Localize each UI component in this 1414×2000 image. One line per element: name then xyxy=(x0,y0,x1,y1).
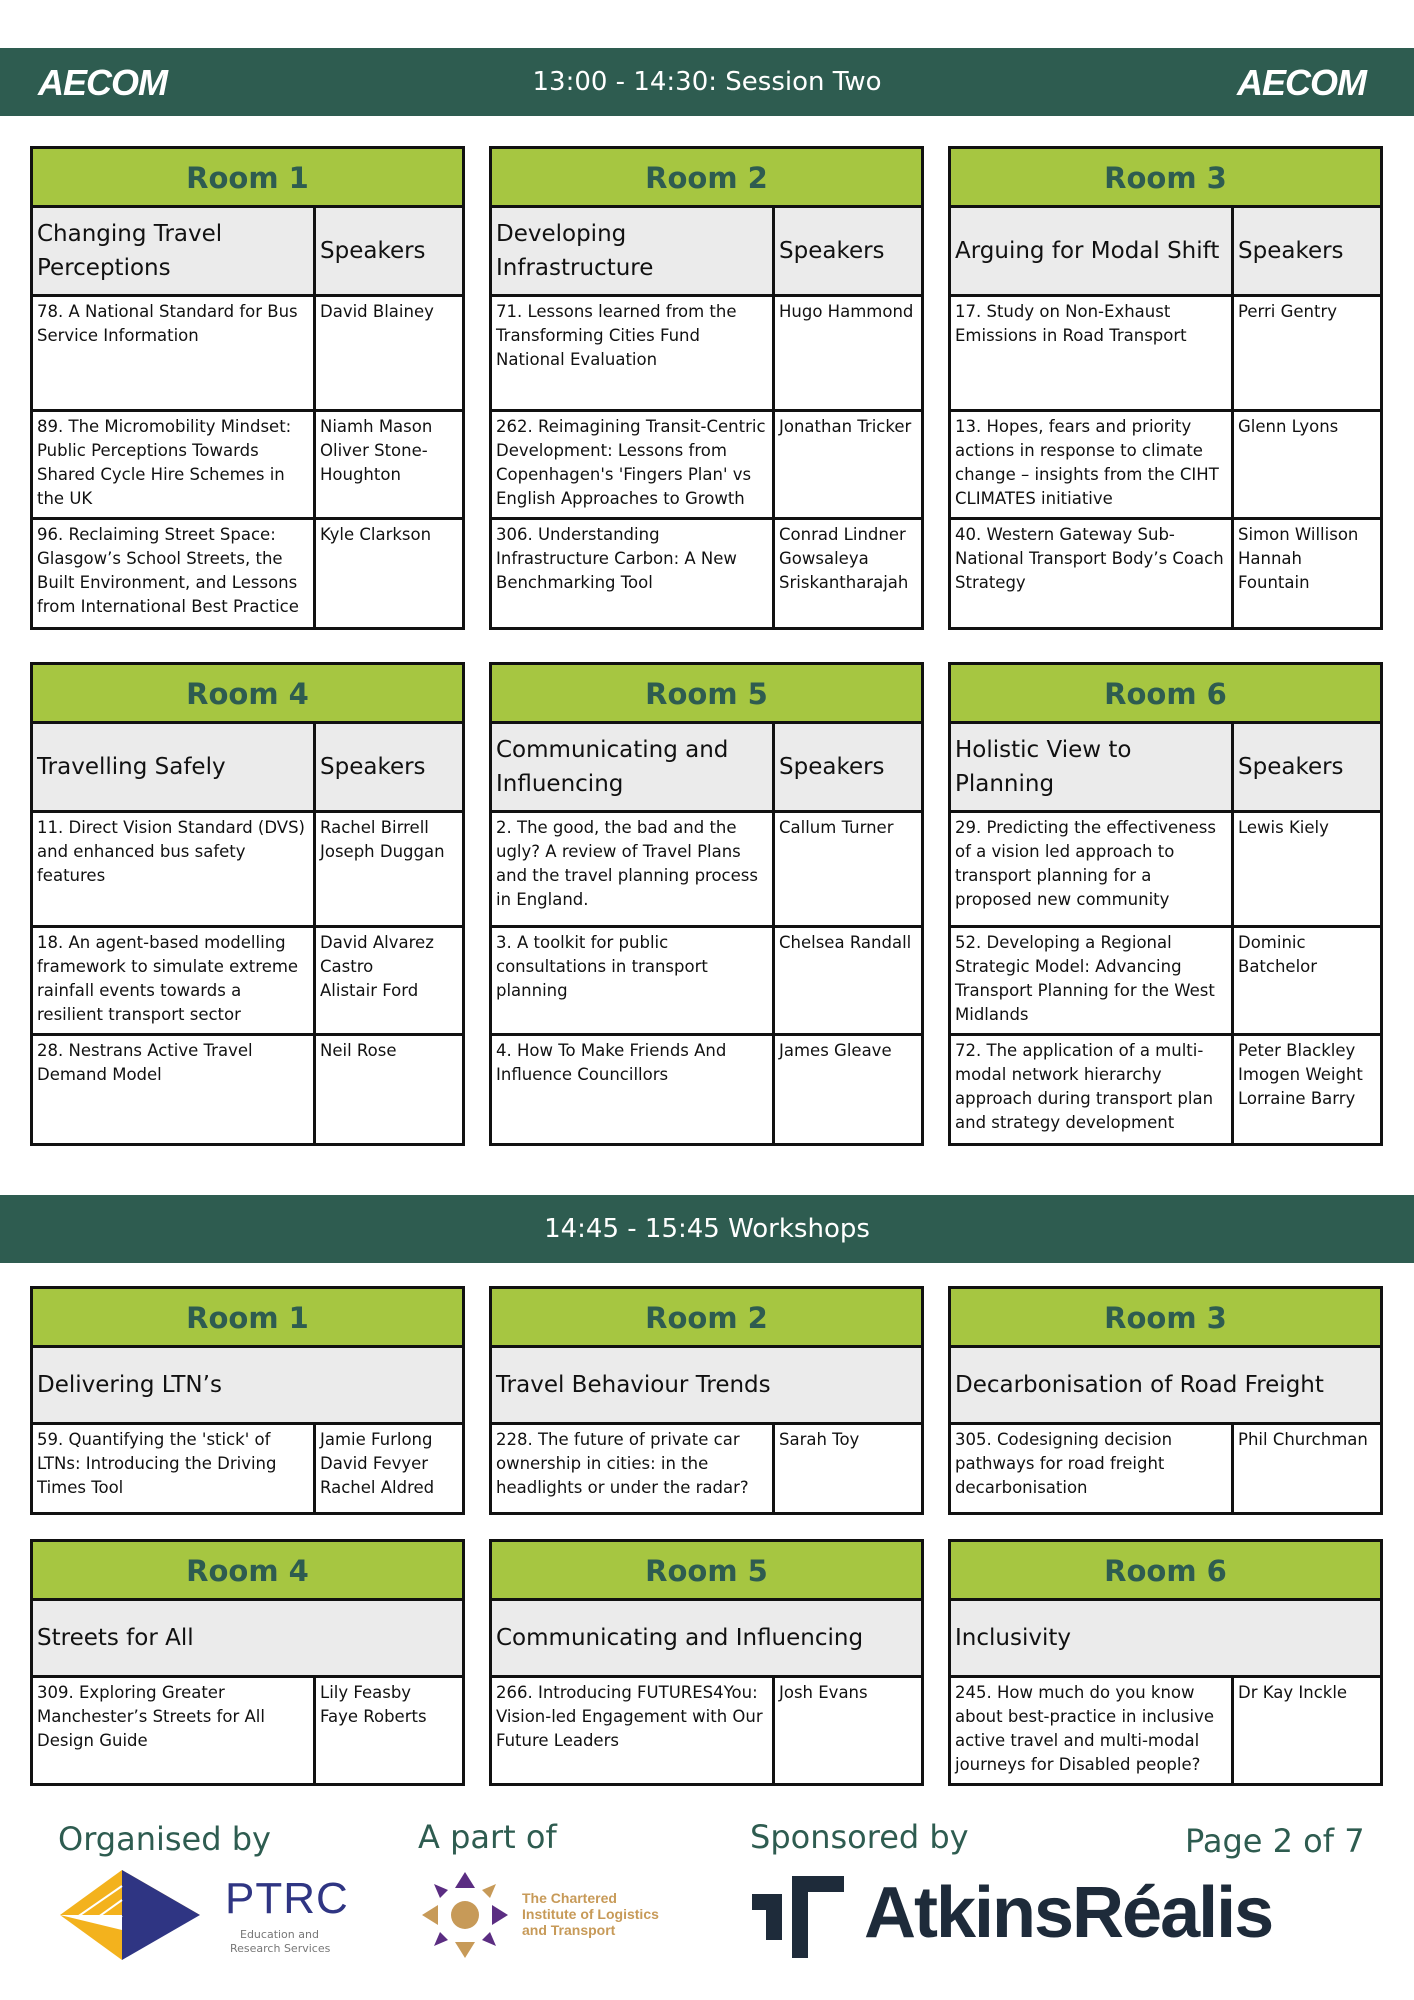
talk-row xyxy=(33,813,462,928)
talk-title: 2. The good, the bad and the ugly? A review of Travel Plans and the travel planning process in England. xyxy=(492,813,775,925)
cilt-name-line-1: The Chartered xyxy=(522,1890,617,1906)
talk-speakers: Jamie Furlong David Fevyer Rachel Aldred xyxy=(320,1430,435,1497)
talk-speakers: Peter Blackley Imogen Weight Lorraine Barry xyxy=(1238,1041,1363,1108)
room-theme: Communicating and Influencing xyxy=(492,724,775,810)
talk-speakers: Phil Churchman xyxy=(1238,1430,1368,1449)
talk-speakers: Chelsea Randall xyxy=(779,933,912,952)
talk-title: 52. Developing a Regional Strategic Model: Advancing Transport Planning for the West Midlands xyxy=(951,928,1234,1033)
atkinsrealis-logo xyxy=(752,1868,1372,1964)
talk-speakers: Perri Gentry xyxy=(1238,302,1338,321)
talk-row xyxy=(951,813,1380,928)
talk-row xyxy=(492,813,921,928)
talk-title: 89. The Micromobility Mindset: Public Perceptions Towards Shared Cycle Hire Schemes in the UK xyxy=(33,412,316,517)
theme-header xyxy=(492,724,921,813)
talk-row xyxy=(492,1678,921,1783)
speakers-label: Speakers xyxy=(1238,754,1344,780)
room-name: Room 3 xyxy=(951,149,1380,208)
talk-row xyxy=(951,928,1380,1036)
talk-row xyxy=(492,412,921,520)
room-name: Room 4 xyxy=(33,665,462,724)
room-name: Room 5 xyxy=(492,665,921,724)
room-theme: Holistic View to Planning xyxy=(951,724,1234,810)
talk-title: 305. Codesigning decision pathways for road freight decarbonisation xyxy=(951,1425,1234,1512)
talk-row xyxy=(33,1425,462,1512)
talk-row xyxy=(951,1425,1380,1512)
talk-speakers: Conrad Lindner Gowsaleya Sriskantharajah xyxy=(779,525,909,592)
talk-speakers: Glenn Lyons xyxy=(1238,417,1339,436)
cilt-name-line-2: Institute of Logistics xyxy=(522,1906,659,1922)
talk-title: 266. Introducing FUTURES4You: Vision-led Engagement with Our Future Leaders xyxy=(492,1678,775,1783)
talk-speakers: Callum Turner xyxy=(779,818,894,837)
workshops-title: 14:45 - 15:45 Workshops xyxy=(544,1214,870,1244)
talk-title: 71. Lessons learned from the Transforming Cities Fund National Evaluation xyxy=(492,297,775,409)
talk-row xyxy=(492,928,921,1036)
theme-header xyxy=(33,1348,462,1425)
workshop-room-5 xyxy=(489,1539,924,1786)
theme-header xyxy=(951,208,1380,297)
talk-speakers: Lewis Kiely xyxy=(1238,818,1329,837)
theme-header xyxy=(492,1348,921,1425)
talk-speakers: Dr Kay Inckle xyxy=(1238,1683,1348,1702)
talk-row xyxy=(33,297,462,412)
theme-header xyxy=(33,208,462,297)
talk-row xyxy=(33,1036,462,1143)
talk-speakers: Jonathan Tricker xyxy=(779,417,912,436)
talk-row xyxy=(951,1036,1380,1143)
room-name: Room 6 xyxy=(951,1542,1380,1601)
talk-title: 262. Reimagining Transit-Centric Development: Lessons from Copenhagen's 'Fingers Plan' vs English Approaches to Growth xyxy=(492,412,775,517)
aecom-logo-left: AECOM xyxy=(38,62,167,103)
room-name: Room 1 xyxy=(33,1289,462,1348)
speakers-label: Speakers xyxy=(779,238,885,264)
room-name: Room 3 xyxy=(951,1289,1380,1348)
talk-title: 13. Hopes, fears and priority actions in response to climate change – insights from the CIHT CLIMATES initiative xyxy=(951,412,1234,517)
atkinsrealis-wordmark: AtkinsRéalis xyxy=(864,1873,1273,1953)
talk-speakers: Sarah Toy xyxy=(779,1430,860,1449)
session-room-6 xyxy=(948,662,1383,1146)
workshop-room-3 xyxy=(948,1286,1383,1515)
talk-title: 228. The future of private car ownership in cities: in the headlights or under the radar? xyxy=(492,1425,775,1512)
talk-speakers: Simon Willison Hannah Fountain xyxy=(1238,525,1359,592)
talk-row xyxy=(33,520,462,627)
talk-row xyxy=(33,412,462,520)
talk-title: 18. An agent-based modelling framework to simulate extreme rainfall events towards a resilient transport sector xyxy=(33,928,316,1033)
theme-header xyxy=(492,1601,921,1678)
session-room-5 xyxy=(489,662,924,1146)
room-theme: Developing Infrastructure xyxy=(492,208,775,294)
theme-header xyxy=(492,208,921,297)
room-name: Room 2 xyxy=(492,1289,921,1348)
talk-speakers: David Alvarez Castro Alistair Ford xyxy=(320,933,434,1000)
talk-speakers: Kyle Clarkson xyxy=(320,525,432,544)
talk-row xyxy=(951,412,1380,520)
talk-title: 11. Direct Vision Standard (DVS) and enhanced bus safety features xyxy=(33,813,316,925)
ptrc-logo xyxy=(60,1866,350,1962)
talk-row xyxy=(492,1036,921,1143)
talk-speakers: David Blainey xyxy=(320,302,434,321)
speakers-label: Speakers xyxy=(1238,238,1344,264)
room-name: Room 4 xyxy=(33,1542,462,1601)
cilt-name-line-3: and Transport xyxy=(522,1922,616,1938)
page-number: Page 2 of 7 xyxy=(1185,1822,1365,1860)
room-name: Room 2 xyxy=(492,149,921,208)
talk-row xyxy=(492,520,921,627)
room-name: Room 1 xyxy=(33,149,462,208)
room-theme: Decarbonisation of Road Freight xyxy=(955,1372,1324,1398)
talk-title: 78. A National Standard for Bus Service Information xyxy=(33,297,316,409)
workshop-room-2 xyxy=(489,1286,924,1515)
session-two-title: 13:00 - 14:30: Session Two xyxy=(532,67,882,97)
session-room-2 xyxy=(489,146,924,630)
ptrc-sub-line-1: Education and xyxy=(240,1928,319,1941)
talk-title: 4. How To Make Friends And Influence Councillors xyxy=(492,1036,775,1143)
talk-title: 96. Reclaiming Street Space: Glasgow’s School Streets, the Built Environment, and Lessons from International Best Practice xyxy=(33,520,316,627)
session-room-4 xyxy=(30,662,465,1146)
ptrc-sub-line-2: Research Services xyxy=(230,1942,331,1955)
speakers-label: Speakers xyxy=(779,754,885,780)
room-name: Room 6 xyxy=(951,665,1380,724)
talk-title: 309. Exploring Greater Manchester’s Streets for All Design Guide xyxy=(33,1678,316,1783)
talk-title: 306. Understanding Infrastructure Carbon: A New Benchmarking Tool xyxy=(492,520,775,627)
talk-speakers: Neil Rose xyxy=(320,1041,397,1060)
talk-title: 17. Study on Non-Exhaust Emissions in Road Transport xyxy=(951,297,1234,409)
talk-speakers: James Gleave xyxy=(779,1041,892,1060)
talk-row xyxy=(951,297,1380,412)
talk-row xyxy=(492,297,921,412)
room-theme: Communicating and Influencing xyxy=(496,1625,864,1651)
ptrc-wordmark: PTRC xyxy=(225,1874,349,1923)
talk-title: 59. Quantifying the 'stick' of LTNs: Introducing the Driving Times Tool xyxy=(33,1425,316,1512)
sponsored-by-label: Sponsored by xyxy=(750,1818,969,1856)
ptrc-emblem-icon xyxy=(60,1870,200,1960)
session-two-banner xyxy=(0,48,1414,116)
speakers-label: Speakers xyxy=(320,754,426,780)
talk-title: 72. The application of a multi-modal network hierarchy approach during transport plan and strategy development xyxy=(951,1036,1234,1143)
room-theme: Inclusivity xyxy=(955,1625,1071,1651)
cilt-logo xyxy=(420,1866,680,1962)
talk-row xyxy=(492,1425,921,1512)
room-theme: Changing Travel Perceptions xyxy=(33,208,316,294)
talk-speakers: Rachel Birrell Joseph Duggan xyxy=(320,818,445,861)
workshop-room-1 xyxy=(30,1286,465,1515)
part-of-label: A part of xyxy=(418,1818,557,1856)
talk-title: 40. Western Gateway Sub-National Transport Body’s Coach Strategy xyxy=(951,520,1234,627)
talk-speakers: Lily Feasby Faye Roberts xyxy=(320,1683,427,1726)
room-theme: Arguing for Modal Shift xyxy=(951,208,1234,294)
cilt-emblem-icon xyxy=(420,1870,510,1960)
room-theme: Delivering LTN’s xyxy=(37,1372,222,1398)
workshop-room-4 xyxy=(30,1539,465,1786)
organised-by-label: Organised by xyxy=(58,1820,271,1858)
theme-header xyxy=(33,724,462,813)
theme-header xyxy=(33,1601,462,1678)
talk-title: 245. How much do you know about best-practice in inclusive active travel and multi-modal journeys for Disabled people? xyxy=(951,1678,1234,1783)
theme-header xyxy=(951,1601,1380,1678)
session-room-1 xyxy=(30,146,465,630)
talk-speakers: Hugo Hammond xyxy=(779,302,914,321)
session-room-3 xyxy=(948,146,1383,630)
atkinsrealis-emblem-icon xyxy=(752,1876,844,1958)
talk-row xyxy=(33,1678,462,1783)
talk-row xyxy=(951,1678,1380,1783)
room-theme: Travel Behaviour Trends xyxy=(496,1372,771,1398)
talk-title: 28. Nestrans Active Travel Demand Model xyxy=(33,1036,316,1143)
talk-title: 29. Predicting the effectiveness of a vision led approach to transport planning for a proposed new community xyxy=(951,813,1234,925)
talk-row xyxy=(33,928,462,1036)
workshop-room-6 xyxy=(948,1539,1383,1786)
theme-header xyxy=(951,724,1380,813)
talk-speakers: Josh Evans xyxy=(779,1683,868,1702)
talk-title: 3. A toolkit for public consultations in transport planning xyxy=(492,928,775,1033)
talk-speakers: Dominic Batchelor xyxy=(1238,933,1318,976)
room-name: Room 5 xyxy=(492,1542,921,1601)
talk-row xyxy=(951,520,1380,627)
theme-header xyxy=(951,1348,1380,1425)
aecom-logo-right: AECOM xyxy=(1237,62,1366,103)
room-theme: Streets for All xyxy=(37,1625,194,1651)
room-theme: Travelling Safely xyxy=(33,724,316,810)
speakers-label: Speakers xyxy=(320,238,426,264)
talk-speakers: Niamh Mason Oliver Stone-Houghton xyxy=(320,417,433,484)
workshops-banner xyxy=(0,1195,1414,1263)
